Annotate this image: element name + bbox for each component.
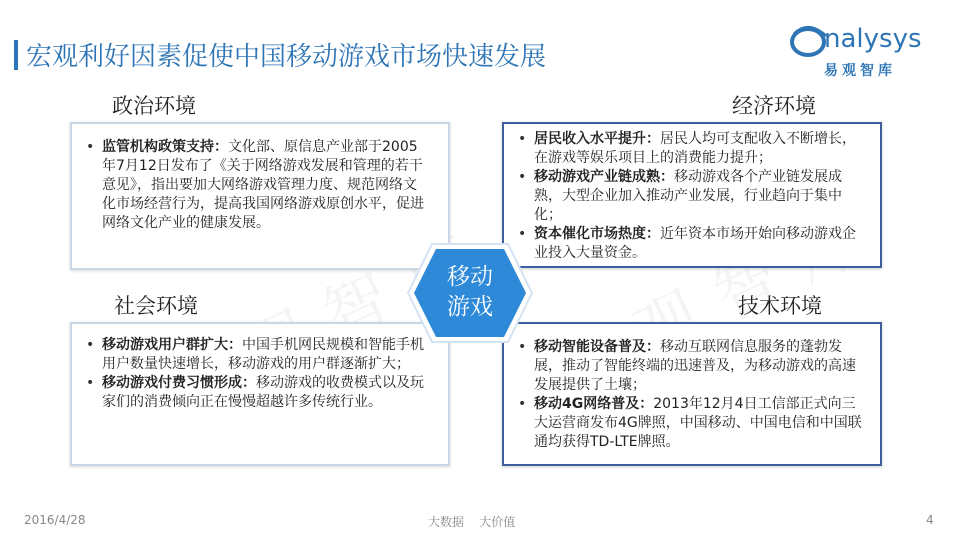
logo-word: nalysys <box>824 24 922 54</box>
item-lead: 监管机构政策支持： <box>102 139 228 155</box>
politics-box <box>70 122 450 270</box>
technology-list <box>510 338 866 452</box>
item-lead: 移动游戏付费习惯形成： <box>102 375 256 391</box>
politics-title: 政治环境 <box>112 94 196 118</box>
item-lead: 移动智能设备普及： <box>534 339 660 355</box>
item-text: 文化部、原信息产业部于2005年7月12日发布了《关于网络游戏发展和管理的若干意见》，指出要加大网络游戏管理力度、规范网络文化市场经营行为，提高我国网络游戏原创水平，促进网络文化产业的健康发展。 <box>102 139 424 231</box>
item-text: 移动互联网信息服务的蓬勃发展，推动了智能终端的迅速普及，为移动游戏的高速发展提供了土壤； <box>534 339 856 393</box>
society-list <box>78 336 434 412</box>
item-text: 近年资本市场开始向移动游戏企业投入大量资金。 <box>534 226 856 261</box>
item-lead: 居民收入水平提升： <box>534 131 660 147</box>
slide-title: 宏观利好因素促使中国移动游戏市场快速发展 <box>26 42 547 72</box>
politics-item <box>78 138 434 233</box>
center-label <box>406 262 534 322</box>
politics-list <box>78 138 434 233</box>
society-box <box>70 322 450 466</box>
footer-slogan: 大数据 大价值 <box>428 515 516 529</box>
economy-box <box>502 122 882 268</box>
analysys-logo <box>794 24 934 90</box>
page-number: 4 <box>926 513 934 527</box>
item-text: 中国手机网民规模和智能手机用户数量快速增长，移动游戏的用户群逐渐扩大； <box>102 337 424 372</box>
item-text: 移动游戏各个产业链发展成熟，大型企业加入推动产业发展，行业趋向于集中化； <box>534 169 842 223</box>
item-text: 移动游戏的收费模式以及玩家们的消费倾向正在慢慢超越许多传统行业。 <box>102 375 424 410</box>
technology-box <box>502 322 882 466</box>
economy-title: 经济环境 <box>732 94 816 118</box>
technology-title: 技术环境 <box>738 294 822 318</box>
item-text: 2013年12月4日工信部正式向三大运营商发布4G牌照，中国移动、中国电信和中国联通均获得TD-LTE牌照。 <box>534 396 862 450</box>
center-label-line2: 游戏 <box>447 294 493 320</box>
technology-item <box>510 395 866 452</box>
logo-subtitle: 易观智库 <box>824 63 896 79</box>
item-lead: 移动4G网络普及： <box>534 396 654 412</box>
title-accent-bar <box>14 40 18 70</box>
economy-item <box>510 168 866 225</box>
item-lead: 移动游戏产业链成熟： <box>534 169 674 185</box>
item-lead: 移动游戏用户群扩大： <box>102 337 242 353</box>
footer-date: 2016/4/28 <box>24 513 86 527</box>
economy-item <box>510 130 866 168</box>
society-item <box>78 374 434 412</box>
society-item <box>78 336 434 374</box>
society-title: 社会环境 <box>114 294 198 318</box>
technology-item <box>510 338 866 395</box>
center-label-line1: 移动 <box>447 264 493 290</box>
item-text: 居民人均可支配收入不断增长，在游戏等娱乐项目上的消费能力提升； <box>534 131 856 166</box>
economy-list <box>510 130 866 263</box>
item-lead: 资本催化市场热度： <box>534 226 660 242</box>
economy-item <box>510 225 866 263</box>
